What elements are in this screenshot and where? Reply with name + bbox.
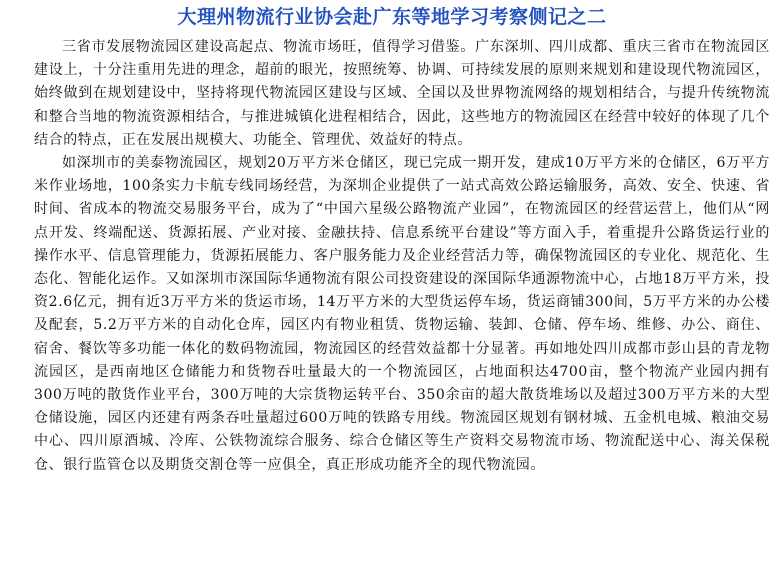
article-title: 大理州物流行业协会赴广东等地学习考察侧记之二: [177, 6, 607, 28]
article-paragraph-examples: 如深圳市的美泰物流园区，规划20万平方米仓储区，现已完成一期开发，建成10万平方米的仓储区，6万平方米作业场地，100条实力卡航专线同场经营，为深圳企业提供了一站式高效公路运输服务，高效、安全、快速、省时间、省成本的物流交易服务平台，成为了“中国六星级公路物流产业园”，在物流园区的经营运营上，他们从“网点开发、终端配送、货源拓展、产业对接、金融扶持、信息系统平台建设”等方面入手，着重提升公路货运行业的操作水平、信息管理能力，货源拓展能力、客户服务能力及企业经营活力等，确保物流园区的专业化、规范化、生态化、智能化运作。又如深圳市深国际华通物流有限公司投资建设的深国际华通源物流中心，占地18万平方米，投资2.6亿元，拥有近3万平方米的货运市场，14万平方米的大型货运停车场，货运商铺300间，5万平方米的办公楼及配套，5.2万平方米的自动化仓库，园区内有物业租赁、货物运输、装卸、仓储、停车场、维修、办公、商住、宿舍、餐饮等多功能一体化的数码物流园，物流园区的经营效益都十分显著。再如地处四川成都市彭山县的青龙物流园区，是西南地区仓储能力和货物吞吐量最大的一个物流园区，占地面积达4700亩，整个物流产业园内拥有300万吨的散货作业平台，300万吨的大宗货物运转平台、350余亩的超大散货堆场以及超过300万平方米的大型仓储设施，园区内还建有两条吞吐量超过600万吨的铁路专用线。物流园区规划有钢材城、五金机电城、粮油交易中心、四川原酒城、冷库、公铁物流综合服务、综合仓储区等生产资料交易物流市场、物流配送中心、海关保税仓、银行监管仓以及期货交割仓等一应俱全，真正形成功能齐全的现代物流园。: [34, 155, 770, 473]
article-paragraph-intro: 三省市发展物流园区建设高起点、物流市场旺，值得学习借鉴。广东深圳、四川成都、重庆三省市在物流园区建设上，十分注重用先进的理念，超前的眼光，按照统筹、协调、可持续发展的原则来规划和建设现代物流园区，始终做到在规划建设中，坚持将现代物流园区建设与区域、全国以及世界物流网络的规划相结合，与提升传统物流和整合当地的物流资源相结合，与推进城镇化进程相结合，因此，这些地方的物流园区在经营中较好的体现了几个结合的特点，正在发展出规模大、功能全、管理优、效益好的特点。: [34, 39, 770, 148]
